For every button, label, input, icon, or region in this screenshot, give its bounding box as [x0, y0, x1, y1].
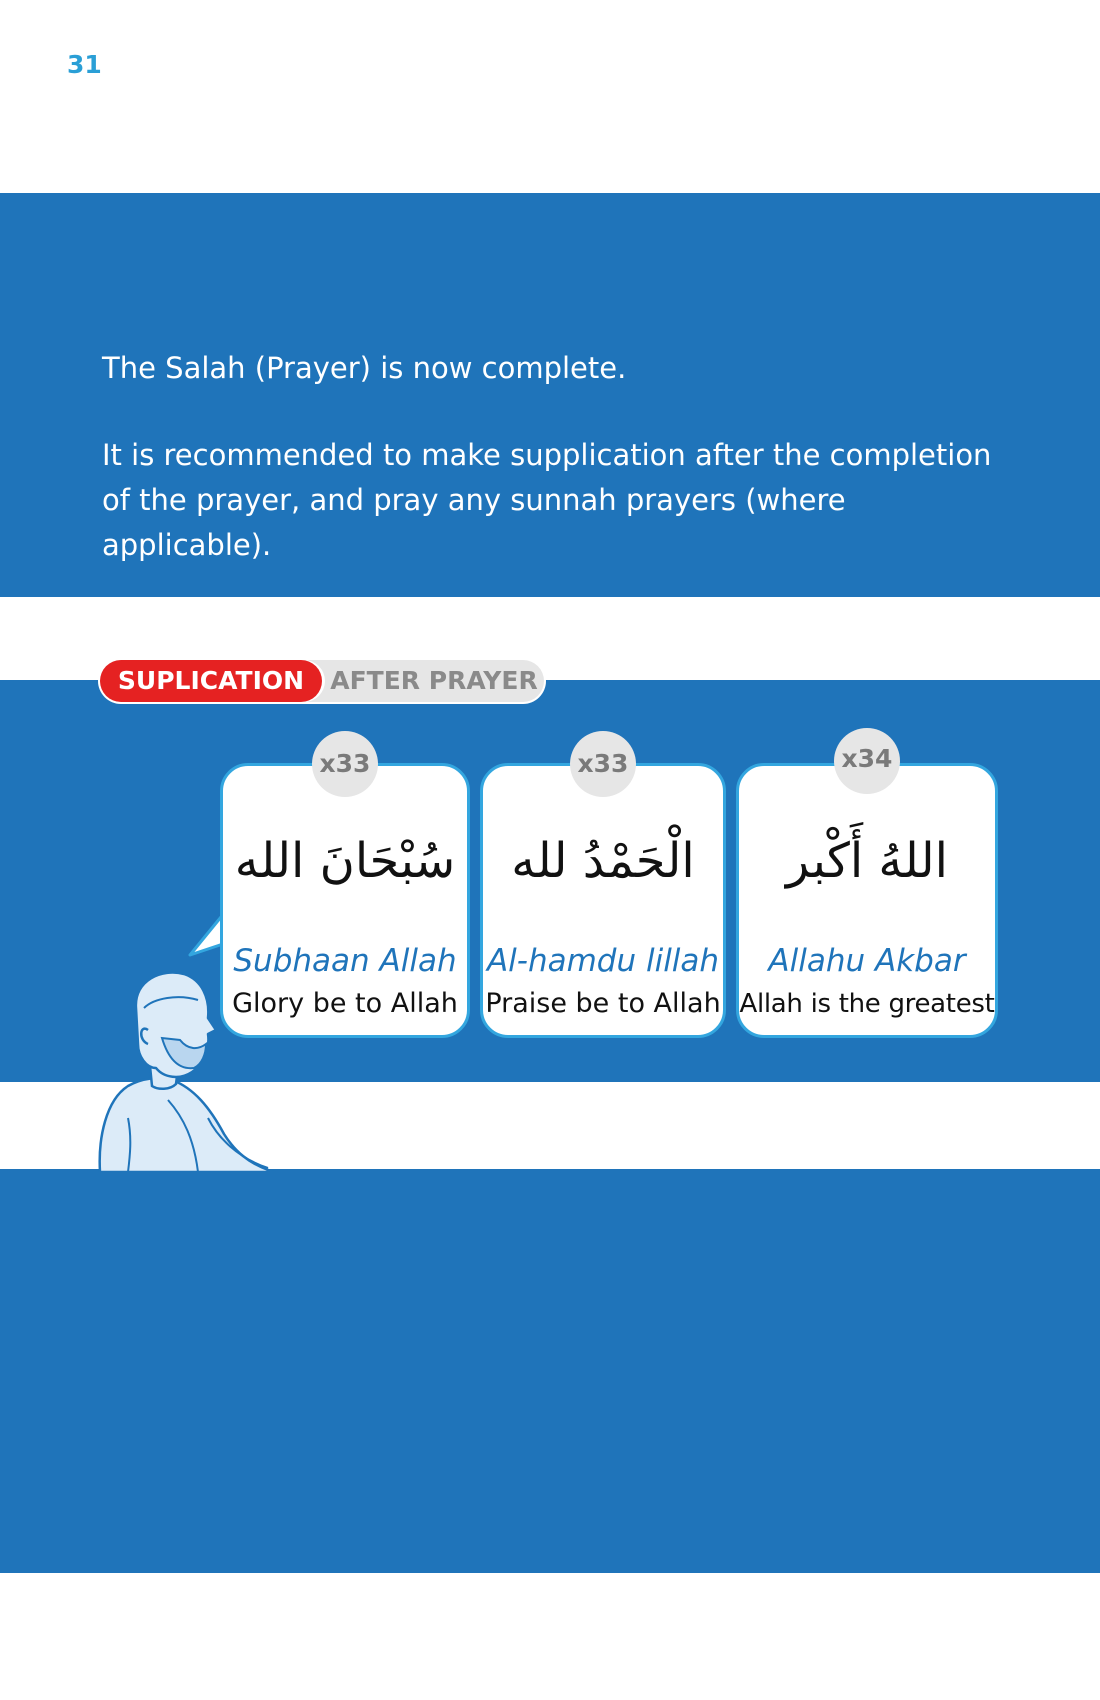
meaning: Glory be to Allah	[232, 988, 458, 1019]
section-label-secondary: AFTER PRAYER	[330, 666, 538, 695]
count-badge: x33	[570, 731, 636, 797]
bottom-band	[0, 1169, 1100, 1573]
transliteration: Subhaan Allah	[233, 943, 457, 979]
arabic-text: اللهُ أَكْبر	[786, 833, 948, 889]
praying-man-illustration-icon	[98, 968, 278, 1172]
count-badge: x34	[834, 728, 900, 794]
section-label	[100, 660, 544, 702]
intro-line-2: It is recommended to make supplication after the completion of the prayer, and pray any sunnah prayers (where applicable).	[102, 438, 992, 562]
dhikr-card-alhamdulillah	[480, 749, 726, 1038]
intro-line-1: The Salah (Prayer) is now complete.	[102, 351, 627, 385]
meaning: Allah is the greatest	[739, 989, 995, 1019]
dhikr-card-allahuakbar	[736, 744, 998, 1038]
arabic-text: الْحَمْدُ لله	[511, 833, 695, 889]
count-badge: x33	[312, 731, 378, 797]
meaning: Praise be to Allah	[485, 988, 721, 1019]
transliteration: Al-hamdu lillah	[486, 943, 720, 979]
section-label-primary: SUPLICATION	[100, 660, 322, 702]
arabic-text: سُبْحَانَ الله	[234, 833, 456, 889]
page-number: 31	[67, 50, 102, 79]
transliteration: Allahu Akbar	[768, 943, 966, 979]
